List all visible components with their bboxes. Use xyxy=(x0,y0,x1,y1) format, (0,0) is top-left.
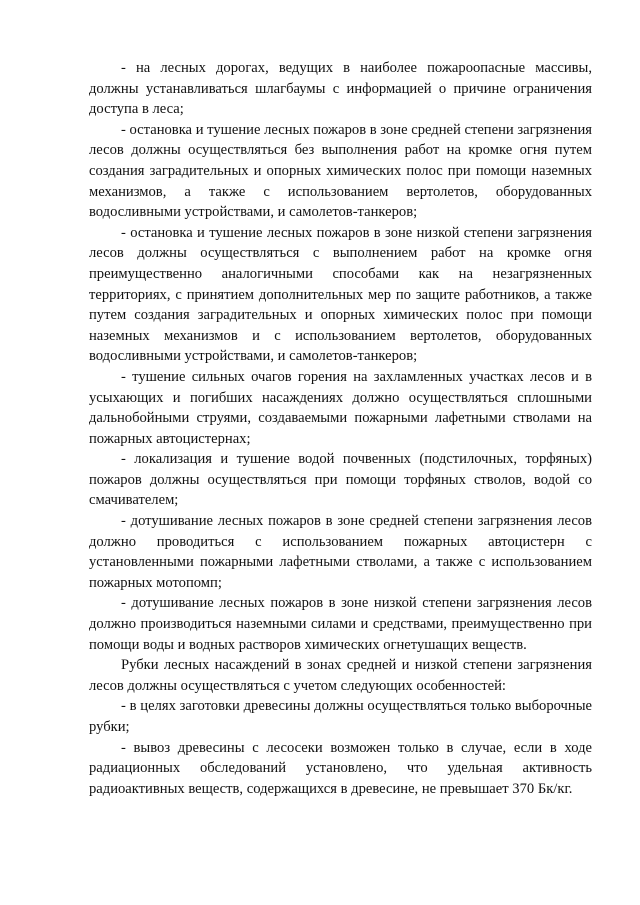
paragraph-soil-fires: - локализация и тушение водой почвенных (подстилочных, торфяных) пожаров должны осуществляться при помощи торфяных стволов, водой со смачивателем; xyxy=(89,451,592,509)
paragraph-strong-fires: - тушение сильных очагов горения на захламленных участках лесов и в усыхающих и погибших насаждениях должно осуществляться сплошными дальнобойными струями, создаваемыми пожарными лафетными стволами на пожарных автоцистернах; xyxy=(89,368,592,447)
paragraph-low-zone-mopup: - дотушивание лесных пожаров в зоне низкой степени загрязнения лесов должно производиться наземными силами и средствами, преимущественно при помощи воды и водных растворов химических огнетушащих веществ. xyxy=(89,595,592,653)
paragraph-low-zone-extinguishing: - остановка и тушение лесных пожаров в зоне низкой степени загрязнения лесов должны осуществляться с выполнением работ на кромке огня преимущественно аналогичными способами как на незагрязненных территориях, с принятием дополнительных мер по защите работников, а также путем создания заградительных и опорных химических полос при помощи наземных механизмов и с использованием вертолетов, оборудованных водосливными устройствами, и самолетов-танкеров; xyxy=(89,224,592,365)
paragraph-medium-zone-extinguishing: - остановка и тушение лесных пожаров в зоне средней степени загрязнения лесов должны осуществляться без выполнения работ на кромке огня путем создания заградительных и опорных химических полос при помощи наземных механизмов, а также с использованием вертолетов, оборудованных водосливными устройствами, и самолетов-танкеров; xyxy=(89,121,592,221)
paragraph-logging-intro: Рубки лесных насаждений в зонах средней и низкой степени загрязнения лесов должны осуществляться с учетом следующих особенностей: xyxy=(89,657,592,694)
paragraph-medium-zone-mopup: - дотушивание лесных пожаров в зоне средней степени загрязнения лесов должно проводиться с использованием пожарных автоцистерн с установленными пожарными лафетными стволами, а также с использованием пожарных мотопомп; xyxy=(89,513,592,591)
paragraph-barriers: - на лесных дорогах, ведущих в наиболее пожароопасные массивы, должны устанавливаться шлагбаумы с информацией о причине ограничения доступа в леса; xyxy=(89,60,592,118)
document-page xyxy=(89,58,592,799)
paragraph-selective-logging: - в целях заготовки древесины должны осуществляться только выборочные рубки; xyxy=(89,698,592,735)
paragraph-wood-removal: - вывоз древесины с лесосеки возможен только в случае, если в ходе радиационных обследований установлено, что удельная активность радиоактивных веществ, содержащихся в древесине, не превышает 370 Бк/кг. xyxy=(89,739,592,797)
